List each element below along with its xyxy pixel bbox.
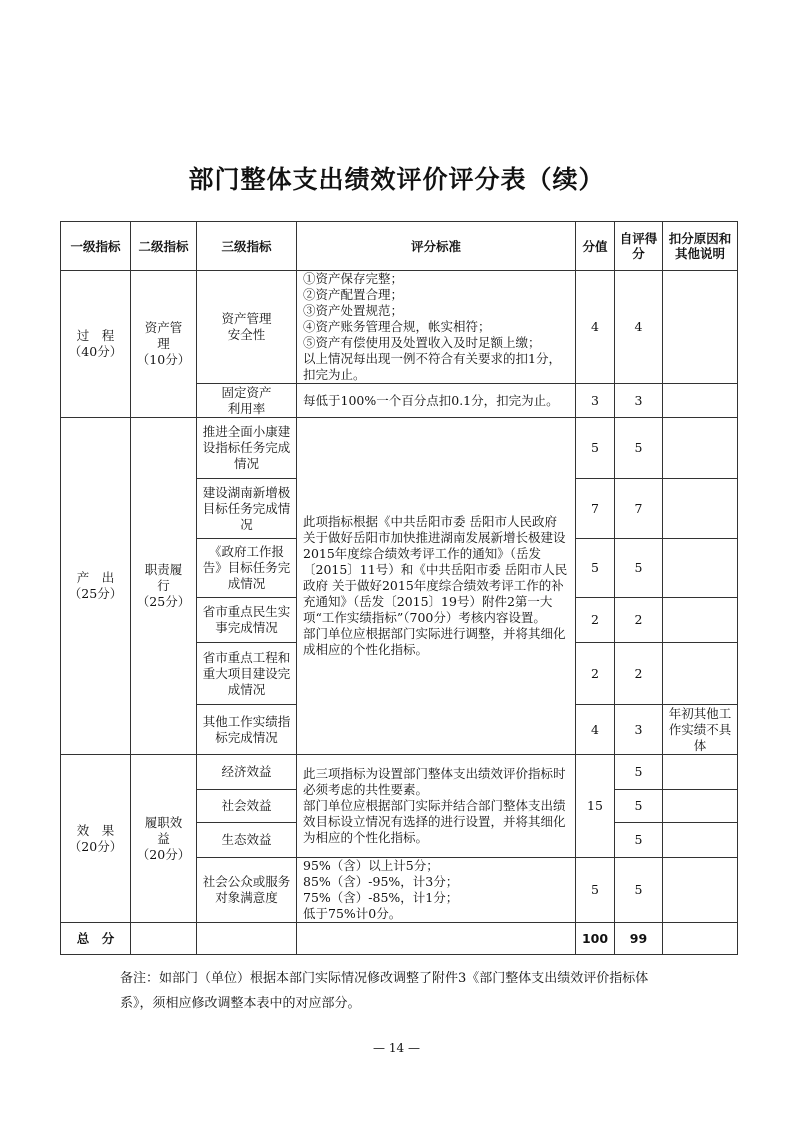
self-score-cell: 3 bbox=[615, 705, 663, 755]
total-label: 总 分 bbox=[61, 923, 131, 955]
score-cell: 5 bbox=[576, 418, 615, 479]
level3-cell: 建设湖南新增极目标任务完成情况 bbox=[197, 479, 297, 539]
self-score-cell: 2 bbox=[615, 643, 663, 705]
reason-cell bbox=[663, 598, 738, 643]
header-row bbox=[61, 222, 738, 271]
header-cell: 三级指标 bbox=[197, 222, 297, 271]
reason-cell bbox=[663, 643, 738, 705]
level2-cell: 职责履 行 （25分） bbox=[131, 418, 197, 755]
reason-cell bbox=[663, 384, 738, 418]
level3-cell: 固定资产 利用率 bbox=[197, 384, 297, 418]
footnote: 备注：如部门（单位）根据本部门实际情况修改调整了附件3《部门整体支出绩效评价指标体系》，须相应修改调整本表中的对应部分。 bbox=[120, 971, 649, 1011]
level2-cell: 资产管 理 （10分） bbox=[131, 271, 197, 418]
score-cell: 4 bbox=[576, 705, 615, 755]
score-cell: 4 bbox=[576, 271, 615, 384]
level1-cell: 产 出 （25分） bbox=[61, 418, 131, 755]
header-cell: 二级指标 bbox=[131, 222, 197, 271]
header-cell: 评分标准 bbox=[297, 222, 576, 271]
header-cell: 一级指标 bbox=[61, 222, 131, 271]
empty-cell bbox=[197, 923, 297, 955]
self-score-cell: 5 bbox=[615, 823, 663, 858]
header-cell: 自评得分 bbox=[615, 222, 663, 271]
reason-cell bbox=[663, 418, 738, 479]
level3-cell: 社会效益 bbox=[197, 790, 297, 823]
self-score-cell: 3 bbox=[615, 384, 663, 418]
header-cell: 分值 bbox=[576, 222, 615, 271]
reason-cell bbox=[663, 539, 738, 598]
table-row bbox=[61, 271, 738, 384]
score-cell: 5 bbox=[576, 858, 615, 923]
level1-cell: 过 程 （40分） bbox=[61, 271, 131, 418]
standard-cell: ①资产保存完整； ②资产配置合理； ③资产处置规范； ④资产账务管理合规，帐实相符； ⑤资产有偿使用及处置收入及时足额上缴； 以上情况每出现一例不符合有关要求的扣1分，扣完为止。 bbox=[297, 271, 576, 384]
self-score-cell: 5 bbox=[615, 755, 663, 790]
reason-cell bbox=[663, 479, 738, 539]
table-row bbox=[61, 418, 738, 479]
self-score-cell: 5 bbox=[615, 858, 663, 923]
level3-cell: 经济效益 bbox=[197, 755, 297, 790]
level3-cell: 省市重点工程和重大项目建设完成情况 bbox=[197, 643, 297, 705]
level2-cell: 履职效 益 （20分） bbox=[131, 755, 197, 923]
level3-cell: 生态效益 bbox=[197, 823, 297, 858]
level3-cell: 其他工作实绩指标完成情况 bbox=[197, 705, 297, 755]
table-row bbox=[61, 755, 738, 790]
score-cell: 7 bbox=[576, 479, 615, 539]
score-table bbox=[60, 221, 738, 955]
reason-cell bbox=[663, 790, 738, 823]
score-cell: 5 bbox=[576, 539, 615, 598]
reason-cell bbox=[663, 823, 738, 858]
level3-cell: 推进全面小康建设指标任务完成情况 bbox=[197, 418, 297, 479]
standard-cell: 每低于100%一个百分点扣0.1分，扣完为止。 bbox=[297, 384, 576, 418]
score-cell: 15 bbox=[576, 755, 615, 858]
standard-cell: 此项指标根据《中共岳阳市委 岳阳市人民政府 关于做好岳阳市加快推进湖南发展新增长极建设2015年度综合绩效考评工作的通知》（岳发〔2015〕11号）和《中共岳阳市委 岳阳市人民政府 关于做好2015年度综合绩效考评工作的补充通知》（岳发〔2015〕19号）附件2第一大项“工作实绩指标”（700分）考核内容设置。 部门单位应根据部门实际进行调整，并将其细化成相应的个性化指标。 bbox=[297, 418, 576, 755]
empty-cell bbox=[663, 923, 738, 955]
score-cell: 2 bbox=[576, 598, 615, 643]
level3-cell: 社会公众或服务对象满意度 bbox=[197, 858, 297, 923]
page-title: 部门整体支出绩效评价评分表（续） bbox=[188, 165, 605, 194]
standard-cell: 95%（含）以上计5分； 85%（含）-95%，计3分； 75%（含）-85%，计1分； 低于75%计0分。 bbox=[297, 858, 576, 923]
level3-cell: 《政府工作报告》目标任务完成情况 bbox=[197, 539, 297, 598]
self-score-cell: 2 bbox=[615, 598, 663, 643]
total-self-score: 99 bbox=[615, 923, 663, 955]
header-cell: 扣分原因和其他说明 bbox=[663, 222, 738, 271]
score-cell: 2 bbox=[576, 643, 615, 705]
level1-cell: 效 果 （20分） bbox=[61, 755, 131, 923]
score-cell: 3 bbox=[576, 384, 615, 418]
reason-cell bbox=[663, 755, 738, 790]
self-score-cell: 5 bbox=[615, 418, 663, 479]
standard-cell: 此三项指标为设置部门整体支出绩效评价指标时必须考虑的共性要素。 部门单位应根据部门实际并结合部门整体支出绩效目标设立情况有选择的进行设置，并将其细化为相应的个性化指标。 bbox=[297, 755, 576, 858]
reason-cell: 年初其他工作实绩不具体 bbox=[663, 705, 738, 755]
reason-cell bbox=[663, 858, 738, 923]
page-number: — 14 — bbox=[373, 1041, 420, 1055]
self-score-cell: 7 bbox=[615, 479, 663, 539]
level3-cell: 省市重点民生实事完成情况 bbox=[197, 598, 297, 643]
self-score-cell: 5 bbox=[615, 790, 663, 823]
self-score-cell: 4 bbox=[615, 271, 663, 384]
empty-cell bbox=[297, 923, 576, 955]
level3-cell: 资产管理 安全性 bbox=[197, 271, 297, 384]
reason-cell bbox=[663, 271, 738, 384]
empty-cell bbox=[131, 923, 197, 955]
self-score-cell: 5 bbox=[615, 539, 663, 598]
total-row bbox=[61, 923, 738, 955]
total-score: 100 bbox=[576, 923, 615, 955]
